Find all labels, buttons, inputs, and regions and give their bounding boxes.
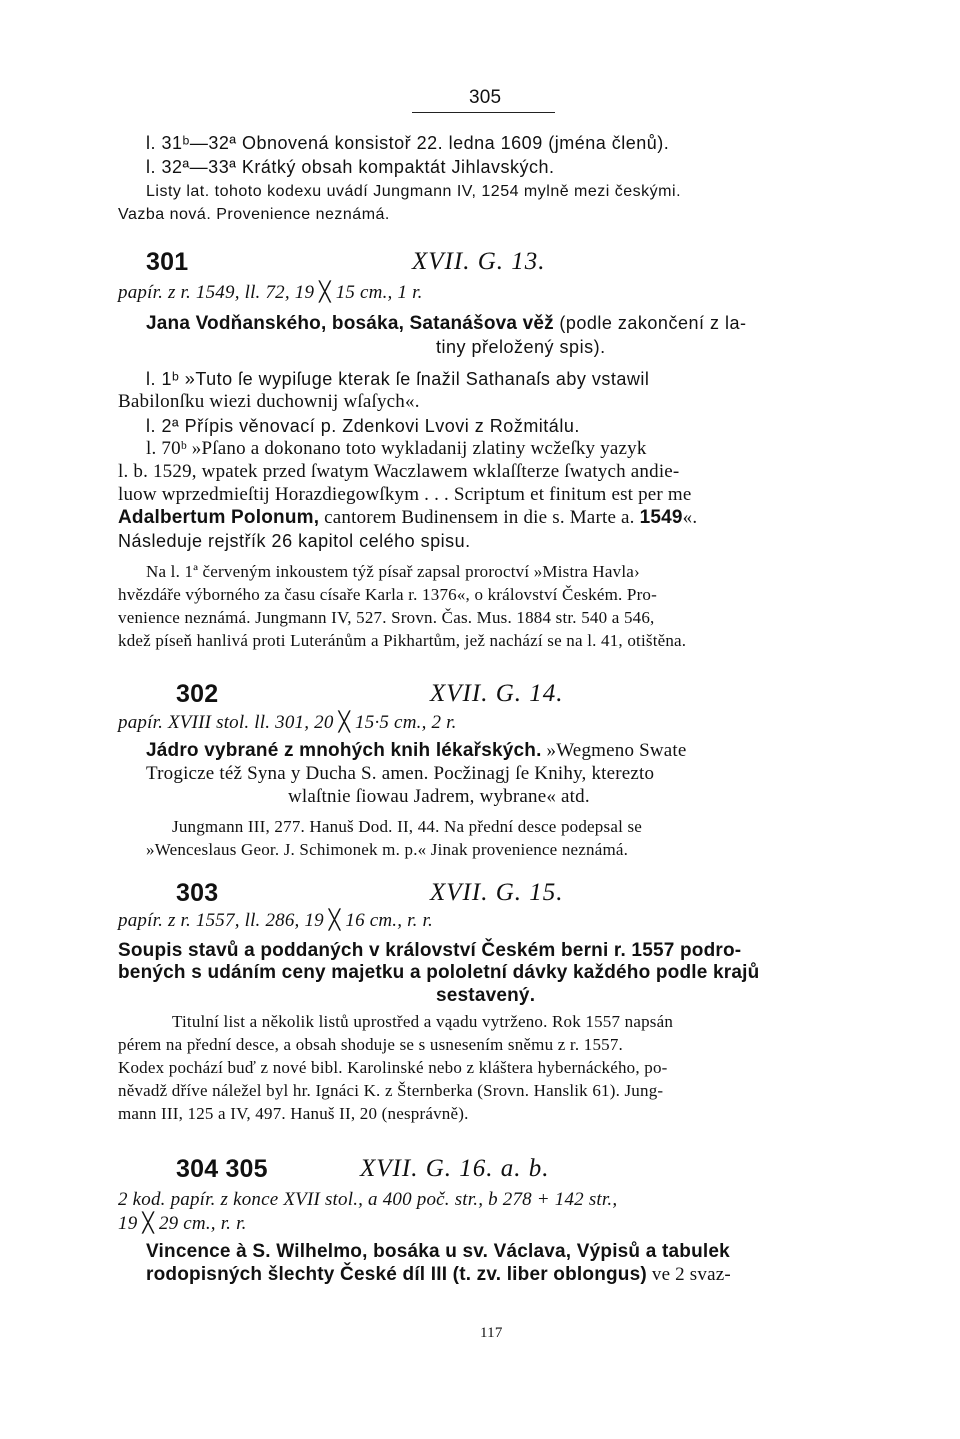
folio-line-2: l. 32ª—33ª Krátký obsah kompaktát Jihlavských. — [146, 157, 555, 177]
note-line: Listy lat. tohoto kodexu uvádí Jungmann IV, 1254 mylně mezi českými. — [146, 183, 682, 200]
page-number: 305 — [469, 87, 502, 108]
colophon-text: cantorem Budinensem in die s. Marte a. — [319, 507, 640, 528]
title-rest: ve 2 svaz- — [646, 1264, 731, 1285]
physical-description: papír. z r. 1549, ll. 72, 19 ╳ 15 cm., 1 r. — [118, 282, 423, 303]
folio-line-1: l. 31ᵇ—32ª Obnovená konsistoř 22. ledna 1609 (jména členů). — [146, 133, 670, 153]
entry-number: 301 — [146, 248, 189, 276]
entry-title-line-2: Trogicze též Syna y Ducha S. amen. Pocžinagj ſe Knihy, kterezto — [146, 763, 655, 784]
note-line: kdež píseň hanlivá proti Luteránům a Pikhartům, jež nachází se na l. 41, otištěna. — [118, 631, 687, 650]
content-line: luow wprzedmieſtij Horazdiegowſkym . . . Scriptum et finitum est per me — [118, 484, 692, 505]
note-line: mann III, 125 a IV, 497. Hanuš II, 20 (nesprávně). — [118, 1104, 469, 1123]
entry-number: 302 — [176, 680, 219, 708]
content-line — [118, 507, 697, 529]
physical-description: 2 kod. papír. z konce XVII stol., a 400 poč. str., b 278 + 142 str., — [118, 1189, 618, 1210]
entry-title — [146, 1264, 731, 1286]
content-line: l. b. 1529, wpatek przed ſwatym Waczlawem wklaſſterze ſwatych andie- — [118, 461, 680, 482]
note-line: hvězdáře výborného za času císaře Karla r. 1376«, o království Českém. Pro- — [118, 585, 657, 604]
shelf-signature: XVII. G. 13. — [412, 248, 546, 275]
title-rest: »Wegmeno Swate — [541, 740, 687, 761]
physical-description: papír. XVIII stol. ll. 301, 20 ╳ 15·5 cm., 2 r. — [118, 712, 457, 733]
entry-title: Vincence à S. Wilhelmo, bosáka u sv. Václava, Výpisů a tabulek — [146, 1241, 730, 1262]
note-line: něvadž dříve náležel byl hr. Ignáci K. z Šternberka (Srovn. Hanslik 61). Jung- — [118, 1081, 664, 1100]
content-line: l. 70ᵇ »Pſano a dokonano toto wykladanij zlatiny wcžeſky yazyk — [146, 438, 647, 459]
entry-title — [146, 740, 687, 762]
entry-title-line-2: tiny přeložený spis). — [436, 337, 606, 357]
entry-title: sestavený. — [436, 985, 536, 1006]
title-bold: Jana Vodňanského, bosáka, Satanášova věž — [146, 313, 554, 334]
content-line: Babilonſku wiezi duchownij wſaſych«. — [118, 391, 420, 412]
colophon-end: «. — [682, 507, 698, 528]
shelf-signature: XVII. G. 16. a. b. — [360, 1155, 550, 1182]
content-line: l. 2ª Přípis věnovací p. Zdenkovi Lvovi z Rožmitálu. — [146, 416, 580, 436]
entry-number: 303 — [176, 879, 219, 907]
signature-mark: 117 — [480, 1325, 503, 1341]
content-line: l. 1ᵇ »Tuto ſe wypiſuge kterak ſe ſnažil Sathanaſs aby vstawil — [146, 369, 650, 389]
title-bold: Jádro vybrané z mnohých knih lékařských. — [146, 740, 542, 761]
header-rule — [412, 112, 555, 113]
title-bold: rodopisných šlechty České díl III (t. zv. liber oblongus) — [146, 1264, 647, 1285]
note-line: venience neznámá. Jungmann IV, 527. Srovn. Čas. Mus. 1884 str. 540 a 546, — [118, 608, 655, 627]
entry-title: Soupis stavů a poddaných v království Českém berni r. 1557 podro- — [118, 940, 742, 961]
physical-description: papír. z r. 1557, ll. 286, 19 ╳ 16 cm., r. r. — [118, 910, 433, 931]
entry-title-line-3: wlaſtnie ſiowau Jadrem, wybrane« atd. — [288, 786, 590, 807]
shelf-signature: XVII. G. 14. — [430, 680, 564, 707]
note-line: Kodex pochází buď z nové bibl. Karolinské nebo z kláštera hybernáckého, po- — [118, 1058, 668, 1077]
entry-title: bených s udáním ceny majetku a pololetní dávky každého podle krajů — [118, 962, 760, 983]
note-line: pérem na přední desce, a obsah shoduje se s usnesením sněmu z r. 1557. — [118, 1035, 623, 1054]
entry-title — [146, 312, 746, 335]
content-line: Následuje rejstřík 26 kapitol celého spisu. — [118, 531, 471, 551]
scribe-name: Adalbertum Polonum, — [118, 507, 320, 528]
note-line: Titulní list a několik listů uprostřed a vąadu vytrženo. Rok 1557 napsán — [172, 1012, 674, 1031]
note-line: Vazba nová. Provenience neznámá. — [118, 206, 390, 223]
note-line: Jungmann III, 277. Hanuš Dod. II, 44. Na přední desce podepsal se — [172, 817, 642, 836]
note-line: »Wenceslaus Geor. J. Schimonek m. p.« Jinak provenience neznámá. — [146, 840, 629, 859]
note-line: Na l. 1ª červeným inkoustem týž písař zapsal proroctví »Mistra Havla› — [146, 562, 640, 581]
colophon-year: 1549 — [639, 507, 683, 528]
shelf-signature: XVII. G. 15. — [430, 879, 564, 906]
entry-number: 304 305 — [176, 1155, 268, 1183]
title-rest: (podle zakončení z la- — [553, 313, 747, 333]
physical-description: 19 ╳ 29 cm., r. r. — [118, 1213, 247, 1234]
